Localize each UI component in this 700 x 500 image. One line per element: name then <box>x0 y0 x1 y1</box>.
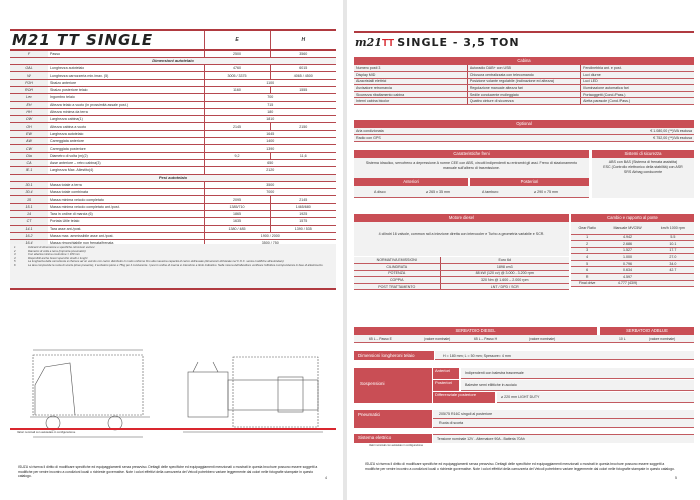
option-label: Radio con GPS <box>354 135 585 142</box>
row-value: 7000 <box>204 189 336 196</box>
engine-label: CILINDRATA <box>354 264 440 271</box>
disclaimer: ISUZU si riserva il diritto di modificare specifiche ed equipaggiamenti senza preavviso. Dettagli delle specifiche ed equipaggiamenti menzionati o mostrati in questa brochure possono essere soggetti a modifiche per venire incontro a condizioni locali o richieste governative. Note i colori effettivi della carrozzeria dei Veicoli potrebbero variare leggermente dai colori nelle fotografie stampate in questo catalogo. <box>365 462 675 471</box>
engine-label: POST TRATTAMENTO <box>354 283 440 290</box>
row-label: Larghezza Max. Allestito(4) <box>48 167 204 174</box>
table-row <box>354 78 694 85</box>
row-label: Altezza telaio a vuoto (in prossimità assale post.) <box>48 101 204 108</box>
diesel-tank-header: SERBATOIO DIESEL <box>354 327 597 335</box>
top-rule <box>354 31 694 33</box>
elec-label: Sistema elettrico <box>354 434 432 443</box>
gearbox-cell: 1.000 <box>603 254 652 261</box>
table-row <box>571 274 694 281</box>
susp-sub-label: Posteriori <box>433 380 459 391</box>
safety-item: ESC (Controllo elettronico della stabilità) con ASR <box>603 165 683 169</box>
row-label: Altezza cabina a vuoto <box>48 123 204 130</box>
safety-item: ABS con BAS (Sistema di frenata assistita) <box>608 160 678 164</box>
row-code: AW <box>10 138 48 145</box>
row-value-e: 9,2 <box>204 152 270 159</box>
tank-value: 65 L – Passo E <box>369 337 392 341</box>
footnote-text: Con altezza minima costruttore = 180 mm <box>28 252 80 257</box>
tyres-label: Pneumatici <box>354 410 432 428</box>
table-row <box>571 280 694 287</box>
row-code: Lec <box>10 94 48 101</box>
col-h-header: H <box>270 31 336 50</box>
cell: Avvisatore retromarcia <box>354 85 467 92</box>
row-value-e: 2095 <box>204 196 270 203</box>
table-row <box>571 267 694 274</box>
cell: Numero posti 3 <box>354 65 467 72</box>
cell: Interni cabina bicolor <box>354 98 467 105</box>
left-page <box>0 0 343 500</box>
brakes-values: A disco ⌀ 265 x 35 mm A tamburo ⌀ 290 x 75 mm <box>354 186 589 198</box>
tyre-row: 205/75 R16C singoli al posteriore <box>433 410 694 419</box>
row-code: 14 <box>10 211 48 218</box>
row-label: Massa max. ammissibile asse ant./post. <box>48 232 204 239</box>
engine-label: POTENZA <box>354 270 440 277</box>
gearbox-cell: 0.796 <box>603 260 652 267</box>
row-code: EH <box>10 101 48 108</box>
footnote-text: Disponibili anche bracci specchio stretti o lunghi <box>28 255 88 260</box>
gearbox-cell: 4.777 (43/9) <box>603 280 652 287</box>
footnote-num: 6 <box>14 262 16 267</box>
gearbox-cell: 4 <box>571 254 603 261</box>
row-code: FOH <box>10 79 48 86</box>
row-value-h: 1390 / 535 <box>270 225 336 232</box>
table-row <box>354 91 694 98</box>
table-row <box>10 181 336 188</box>
frame-label: Dimensioni longheroni telaio <box>354 351 434 360</box>
table-row <box>10 101 336 108</box>
row-label: Carreggiata posteriore <box>48 145 204 152</box>
table-row <box>354 283 569 290</box>
brakes-front-header: Anteriori <box>354 178 468 186</box>
tank-value: 10 L <box>619 337 626 341</box>
brakes-rear-header: Posteriori <box>470 178 589 186</box>
row-value-h: 4065 / 4500 <box>270 72 336 79</box>
gearbox-cell: 10.1 <box>652 241 694 248</box>
table-row <box>10 138 336 145</box>
row-label: Massa totale a terra <box>48 181 204 188</box>
footnote-num: 5 <box>14 259 16 264</box>
susp-label: Sospensioni <box>354 368 432 403</box>
engine-label: NORMATIVA EMISSIONI <box>354 257 440 264</box>
row-label: Passo <box>48 50 204 57</box>
table-row <box>10 203 336 210</box>
cell: Display MID <box>354 72 467 79</box>
row-value-h: 2150 <box>270 123 336 130</box>
engine-label: COPPIA <box>354 277 440 284</box>
cell: Quattro cinture di sicurezza <box>467 98 580 105</box>
table-row <box>10 94 336 101</box>
row-value-e: 4760 <box>204 65 270 72</box>
gearbox-header: Cambio e rapporto al ponte <box>571 214 694 222</box>
drawing-caption: Valori nominali con autotelaio in configurazione <box>17 430 76 434</box>
row-value-h: 3560 <box>270 50 336 57</box>
row-label: Lunghezza carrozzeria min./max. (5) <box>48 72 204 79</box>
row-value: 650 <box>204 159 336 166</box>
option-label: Aria condizionata <box>354 128 585 135</box>
table-row <box>571 247 694 254</box>
susp-value: Indipendenti con balestra trasversale <box>461 368 694 379</box>
gearbox-cell: 2 <box>571 241 603 248</box>
table-row <box>571 260 694 267</box>
cell: Chiusura centralizzata con telecomando <box>467 72 580 79</box>
table-row <box>354 98 694 105</box>
table-row <box>10 116 336 123</box>
cell: Alzacristalli elettrici <box>354 78 467 85</box>
susp-sub-label: Anteriori <box>433 368 459 379</box>
table-row <box>354 128 694 135</box>
gearbox-cell: 5 <box>571 260 603 267</box>
row-value: 180 <box>204 108 336 115</box>
footnote-num: 1 <box>14 245 16 249</box>
tank-values <box>354 335 694 343</box>
cell: Illuminazione automatica fari <box>581 85 694 92</box>
row-label: Larghezza cabina(1) <box>48 116 204 123</box>
table-row <box>10 167 336 174</box>
table-row <box>354 270 569 277</box>
gearbox-cell: 42.7 <box>652 267 694 274</box>
row-label: Ingombro telaio <box>48 94 204 101</box>
cabina-header: Cabina <box>354 57 694 65</box>
optional-table <box>354 128 694 142</box>
gearbox-cell: 3 <box>571 247 603 254</box>
row-value-e: 1865 <box>204 211 270 218</box>
gearbox-cell: 1 <box>571 234 603 241</box>
row-value-h: 6015 <box>270 65 336 72</box>
gearbox-cell: 0.634 <box>603 267 652 274</box>
footnote <box>14 264 332 268</box>
cell: Luci diurne <box>581 72 694 79</box>
table-row <box>10 189 336 196</box>
engine-value: 88 kW (120 cv) @ 3.000 - 3.200 rpm <box>440 270 569 277</box>
section-row <box>10 57 336 64</box>
table-row <box>10 65 336 72</box>
row-code: CW <box>10 145 48 152</box>
table-row <box>10 108 336 115</box>
footnote-text: Diametro di volta a terra (impronta pneumatici) <box>28 248 86 253</box>
footnote-text: La lunghezza della carrozzeria si riferisce ad un veicolo con carico distribuito in modo uniforme fino alla massima capacità di carico dell'assale (dimensioni dichiarate nel C.O.C. senza modifiche all'autotelaio) <box>28 259 284 264</box>
safety-item: SRS Airbag conducente <box>623 170 663 174</box>
row-value-h: 1555 <box>270 86 336 93</box>
table-row <box>571 234 694 241</box>
row-code: OAL <box>10 65 48 72</box>
table-row <box>10 218 336 225</box>
gearbox-cell <box>652 280 694 287</box>
gearbox-table <box>571 222 694 287</box>
row-label: Altezza minima da terra <box>48 108 204 115</box>
page-number: 4 <box>325 476 327 480</box>
cell: Portaoggetti (Cond./Pass.) <box>581 91 694 98</box>
footnote-num: 3 <box>14 252 16 257</box>
row-code: 30.4 <box>10 189 48 196</box>
row-code: 15 <box>10 196 48 203</box>
gearbox-col-header: Manuale MVC5W <box>603 222 652 234</box>
row-code: W <box>10 72 48 79</box>
table-row <box>354 264 569 271</box>
engine-value: Euro 6d <box>440 257 569 264</box>
row-value: 2120 <box>204 167 336 174</box>
footnote-text: La tara comprende la ruota di scorta (dove presente), il serbatoio pieno e 75kg per il conducente. I pesi in ordine di marcia si intendono a titolo indicativo. Nella misura dell'allestitore verificare l'effettiva corrispondenza in fase di allestimento. <box>28 262 324 267</box>
row-value: 1390 <box>204 145 336 152</box>
table-row <box>10 145 336 152</box>
safety-list <box>592 158 694 198</box>
table-row <box>10 232 336 239</box>
gearbox-cell: 27.0 <box>652 254 694 261</box>
tank-value: (valore nominale) <box>529 337 556 341</box>
row-value: 1645 <box>204 130 336 137</box>
row-label: Massa totale combinata <box>48 189 204 196</box>
gearbox-cell: 34.0 <box>652 260 694 267</box>
row-code: F <box>10 50 48 57</box>
row-value-e: 1380 / 485 <box>204 225 270 232</box>
row-code: 16.2 <box>10 232 48 239</box>
footnote-num: 4 <box>14 255 16 260</box>
gearbox-col-header: km/h 1000 rpm <box>652 222 694 234</box>
spec-table-left <box>10 31 336 248</box>
section-title: Pesi autotelaio <box>10 174 336 181</box>
row-code: ROH <box>10 86 48 93</box>
susp-value: Balestre semi ellittiche in acciaio <box>461 380 694 391</box>
engine-table <box>354 257 569 290</box>
cell: Sedile conducente molleggiato <box>467 91 580 98</box>
row-value-h: 1925 <box>270 211 336 218</box>
tank-value: (valore nominale) <box>649 337 676 341</box>
tank-value: 65 L – Passo H <box>474 337 498 341</box>
col-e-header: E <box>204 31 270 50</box>
row-label: Sbalzo posteriore telaio <box>48 86 204 93</box>
brakes-text: Sistema idraulico, servofreno a depressione A norme CEE con ABS, circuiti indipendenti su entrambi gli assi. Freno di stazionamento manuale sull'albero di trasmissione. <box>354 158 589 178</box>
table-row <box>354 135 694 142</box>
table-row <box>10 50 336 57</box>
row-value-e: 2145 <box>204 123 270 130</box>
option-price: € 1.080,00 (**)IVA esclusa <box>585 128 694 135</box>
page-title: M21 TT SINGLE <box>10 31 204 50</box>
row-value-h: 1575 <box>270 218 336 225</box>
susp-rows <box>433 368 694 403</box>
frame-value: H = 180 mm; L = 50 mm; Spessore= 4 mm <box>435 351 694 360</box>
gearbox-cell: 4.597 <box>603 274 652 281</box>
row-value-e: 1385/710 <box>204 203 270 210</box>
row-label: Portata Utile telaio <box>48 218 204 225</box>
footnote-num: 2 <box>14 248 16 253</box>
row-value: 1400 <box>204 138 336 145</box>
gearbox-cell: 4.942 <box>603 234 652 241</box>
row-value-e: 1635 <box>204 218 270 225</box>
row-label: Tara in ordine di marcia (6) <box>48 211 204 218</box>
gearbox-cell: 6 <box>571 267 603 274</box>
right-page <box>347 0 700 500</box>
engine-value: 320 Nm @ 1.600 – 2.000 rpm <box>440 277 569 284</box>
gearbox-cell: 1.527 <box>603 247 652 254</box>
gearbox-cell: R <box>571 274 603 281</box>
row-value-e: 1160 <box>204 86 270 93</box>
safety-header: Sistemi di sicurezza <box>592 150 694 158</box>
row-code: 15.1 <box>10 203 48 210</box>
table-row <box>10 196 336 203</box>
row-label: Asse anteriore – retro cabina(3) <box>48 159 204 166</box>
row-value: 1100 <box>204 79 336 86</box>
row-value: 700 <box>204 94 336 101</box>
row-code: HH <box>10 108 48 115</box>
row-label: Massa minima veicolo completato ant./post. <box>48 203 204 210</box>
row-code: 14.1 <box>10 225 48 232</box>
table-row <box>10 152 336 159</box>
row-value-h: 1465/680 <box>270 203 336 210</box>
row-code: CA <box>10 159 48 166</box>
gearbox-cell: 17.7 <box>652 247 694 254</box>
row-value-h: 2145 <box>270 196 336 203</box>
row-label: Tara asse ant./post. <box>48 225 204 232</box>
susp-sub-label: Differenziale posteriore <box>433 392 495 403</box>
row-label: Diametro di volta (m)(2) <box>48 152 204 159</box>
table-row <box>10 211 336 218</box>
table-row <box>10 86 336 93</box>
row-code: EW <box>10 130 48 137</box>
cell: Sicurezza ribaltamento cabina <box>354 91 467 98</box>
cell: Luci LED <box>581 78 694 85</box>
cell: Autoradio DAB+ con USB <box>467 65 580 72</box>
row-value-e: 2500 <box>204 50 270 57</box>
gearbox-header-row <box>571 222 694 234</box>
engine-text: 4 cilindri 16 valvole, common rail a iniezione diretta con intercooler e Turbo a geometria variabile e SCR. <box>354 222 569 256</box>
brakes-header: Caratteristiche freni <box>354 150 589 158</box>
section-row <box>10 174 336 181</box>
row-value-h: 11,6 <box>270 152 336 159</box>
table-row <box>10 72 336 79</box>
engine-value: LNT / DPD / SCR <box>440 283 569 290</box>
cell: Aletta parasole (Cond./Pass.) <box>581 98 694 105</box>
table-row <box>10 159 336 166</box>
cell: Regolazione manuale altezza fari <box>467 85 580 92</box>
row-code: IE.1 <box>10 167 48 174</box>
row-value: 1900 / 2000 <box>204 232 336 239</box>
adblue-header: SERBATOIO ADBLUE <box>600 327 694 335</box>
optional-header: Optional <box>354 120 694 128</box>
row-code: Dia <box>10 152 48 159</box>
gearbox-cell: 5.5 <box>652 234 694 241</box>
table-row <box>10 123 336 130</box>
table-row <box>571 254 694 261</box>
small-caption: Valori nominali con autotelaio in configurazione <box>369 444 424 447</box>
susp-value: ⌀ 220 mm LIGHT DUTY <box>497 392 694 403</box>
row-code: 30.1 <box>10 181 48 188</box>
tyre-row: Ruota di scorta <box>433 419 694 428</box>
row-code: OH <box>10 123 48 130</box>
row-value: 3500 <box>204 181 336 188</box>
row-code: CT <box>10 218 48 225</box>
table-row <box>354 277 569 284</box>
disclaimer: ISUZU si riserva il diritto di modificare specifiche ed equipaggiamenti senza preavviso. Dettagli delle specifiche ed equipaggiamenti menzionati o mostrati in questa brochure possono essere soggetti a modifiche per venire incontro a condizioni locali o richieste governative. Note i colori effettivi della carrozzeria dei Veicoli potrebbero variare leggermente dai colori nelle fotografie stampate in questo catalogo. <box>18 465 318 479</box>
row-label: Larghezza autotelaio <box>48 130 204 137</box>
engine-header: Motore diesel <box>354 214 569 222</box>
engine-value: 1898 cm3 <box>440 264 569 271</box>
section-title: Dimensioni autotelaio <box>10 57 336 64</box>
row-value: 715 <box>204 101 336 108</box>
gearbox-col-header: Gear Ratio <box>571 222 603 234</box>
tyres-rows <box>433 410 694 428</box>
row-value-e: 3005 / 3375 <box>204 72 270 79</box>
cabina-table <box>354 65 694 105</box>
page-number: 5 <box>675 476 677 480</box>
footnote-text: Indicanti di dimensione e specifiche retrovisori esclusi <box>28 245 95 249</box>
table-row <box>354 85 694 92</box>
gearbox-cell <box>652 274 694 281</box>
table-row <box>10 130 336 137</box>
tank-value: (valore nominale) <box>424 337 451 341</box>
row-code: OW <box>10 116 48 123</box>
cell: Fendinebbia ant. e post. <box>581 65 694 72</box>
row-label: Lunghezza autotelaio <box>48 65 204 72</box>
table-row <box>354 65 694 72</box>
table-row <box>354 72 694 79</box>
row-label: Massa minima veicolo completato <box>48 196 204 203</box>
cell: Posizione volante regolabile (inclinazione ed altezza) <box>467 78 580 85</box>
gearbox-cell: Final drive <box>571 280 603 287</box>
table-row <box>571 241 694 248</box>
footnotes <box>10 244 336 290</box>
gearbox-cell: 2.686 <box>603 241 652 248</box>
table-row <box>10 225 336 232</box>
row-label: Carreggiata anteriore <box>48 138 204 145</box>
page-title: m21TT SINGLE - 3,5 TON <box>355 36 520 49</box>
table-row <box>354 257 569 264</box>
elec-value: Tensione nominale 12V - Alternatore 90A - Batteria 70Ah <box>433 434 694 443</box>
table-row <box>10 79 336 86</box>
row-label: Sbalzo anteriore <box>48 79 204 86</box>
row-value: 1810 <box>204 116 336 123</box>
option-price: € 752,00 (**)IVA esclusa <box>585 135 694 142</box>
